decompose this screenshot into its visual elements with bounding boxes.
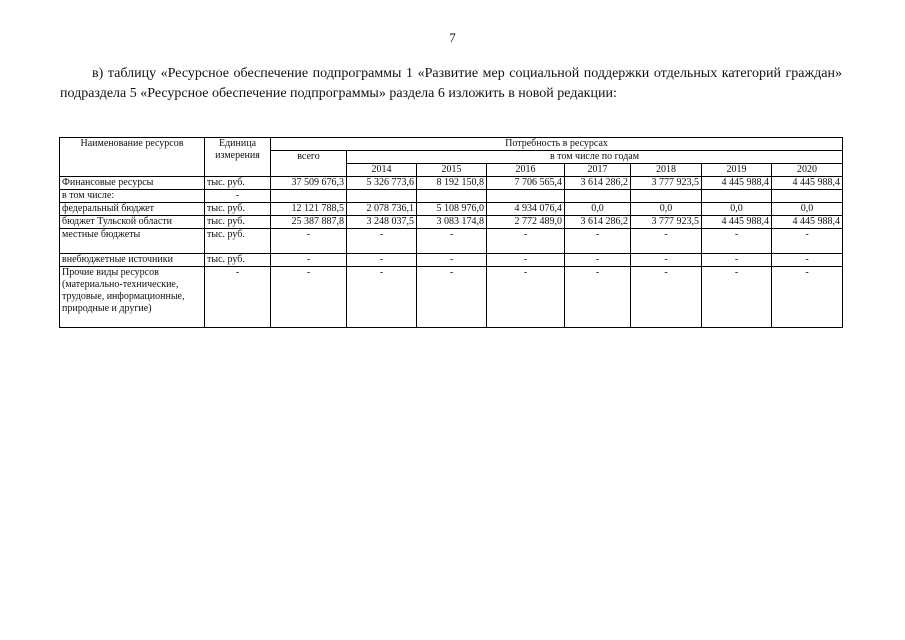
row-name: местные бюджеты <box>60 229 205 254</box>
row-value: 4 445 988,4 <box>702 177 772 190</box>
table-row <box>60 267 843 328</box>
header-year: 2017 <box>565 164 631 177</box>
row-total: - <box>271 267 347 328</box>
row-value: - <box>631 229 702 254</box>
row-value <box>487 190 565 203</box>
header-total: всего <box>271 151 347 177</box>
row-value: - <box>417 229 487 254</box>
row-value: 3 083 174,8 <box>417 216 487 229</box>
row-value: - <box>347 267 417 328</box>
resources-table <box>59 137 843 328</box>
row-value: - <box>487 267 565 328</box>
row-value: 5 326 773,6 <box>347 177 417 190</box>
table-row <box>60 254 843 267</box>
row-value: - <box>565 229 631 254</box>
row-name: в том числе: <box>60 190 205 203</box>
row-unit: тыс. руб. <box>205 203 271 216</box>
row-value: 4 445 988,4 <box>772 177 843 190</box>
row-value: 4 445 988,4 <box>702 216 772 229</box>
header-year: 2020 <box>772 164 843 177</box>
row-value <box>772 190 843 203</box>
header-year: 2015 <box>417 164 487 177</box>
header-unit: Единица измерения <box>205 138 271 177</box>
header-by-years: в том числе по годам <box>347 151 843 164</box>
table-row <box>60 190 843 203</box>
page-number: 7 <box>449 30 456 45</box>
intro-paragraph <box>60 64 842 104</box>
row-value: 4 445 988,4 <box>772 216 843 229</box>
row-value: - <box>702 254 772 267</box>
row-name: бюджет Тульской области <box>60 216 205 229</box>
row-value: - <box>772 229 843 254</box>
row-value: - <box>772 254 843 267</box>
row-unit: тыс. руб. <box>205 177 271 190</box>
row-value: 8 192 150,8 <box>417 177 487 190</box>
row-total: - <box>271 229 347 254</box>
row-value: - <box>631 254 702 267</box>
row-value: - <box>417 254 487 267</box>
row-unit: тыс. руб. <box>205 229 271 254</box>
row-value <box>417 190 487 203</box>
row-value: - <box>347 229 417 254</box>
row-total: 12 121 788,5 <box>271 203 347 216</box>
row-value: 3 777 923,5 <box>631 177 702 190</box>
table-row <box>60 229 843 254</box>
row-value: 3 248 037,5 <box>347 216 417 229</box>
header-year: 2016 <box>487 164 565 177</box>
row-value: 4 934 076,4 <box>487 203 565 216</box>
row-unit: - <box>205 267 271 328</box>
row-value <box>702 190 772 203</box>
row-value: 5 108 976,0 <box>417 203 487 216</box>
row-value: 0,0 <box>631 203 702 216</box>
row-value: - <box>487 229 565 254</box>
header-year: 2019 <box>702 164 772 177</box>
row-unit: тыс. руб. <box>205 216 271 229</box>
row-value: 2 078 736,1 <box>347 203 417 216</box>
table-row <box>60 216 843 229</box>
row-value: - <box>702 229 772 254</box>
table-row <box>60 203 843 216</box>
row-total <box>271 190 347 203</box>
header-resource-name: Наименование ресурсов <box>60 138 205 177</box>
row-value: - <box>702 267 772 328</box>
row-name: внебюджетные источники <box>60 254 205 267</box>
row-value: - <box>347 254 417 267</box>
row-value: 3 777 923,5 <box>631 216 702 229</box>
header-year: 2018 <box>631 164 702 177</box>
row-value: 0,0 <box>702 203 772 216</box>
row-value: - <box>417 267 487 328</box>
row-value: 3 614 286,2 <box>565 216 631 229</box>
row-value <box>631 190 702 203</box>
intro-text: в) таблицу «Ресурсное обеспечение подпрограммы 1 «Развитие мер социальной поддержки отдельных категорий граждан» подраздела 5 «Ресурсное обеспечение подпрограммы» раздела 6 изложить в новой редакции: <box>60 66 842 101</box>
row-unit: - <box>205 190 271 203</box>
row-value: - <box>631 267 702 328</box>
row-value: 0,0 <box>772 203 843 216</box>
row-name: Прочие виды ресурсов (материально-технические, трудовые, информационные, природные и другие) <box>60 267 205 328</box>
row-value <box>565 190 631 203</box>
row-value: - <box>565 254 631 267</box>
row-value: - <box>772 267 843 328</box>
row-name: Финансовые ресурсы <box>60 177 205 190</box>
row-value: 0,0 <box>565 203 631 216</box>
row-unit: тыс. руб. <box>205 254 271 267</box>
row-total: 37 509 676,3 <box>271 177 347 190</box>
row-total: 25 387 887,8 <box>271 216 347 229</box>
header-year: 2014 <box>347 164 417 177</box>
row-value: 7 706 565,4 <box>487 177 565 190</box>
row-value: 3 614 286,2 <box>565 177 631 190</box>
row-name: федеральный бюджет <box>60 203 205 216</box>
header-need: Потребность в ресурсах <box>271 138 843 151</box>
row-value: - <box>487 254 565 267</box>
row-value <box>347 190 417 203</box>
table-row <box>60 177 843 190</box>
row-total: - <box>271 254 347 267</box>
row-value: - <box>565 267 631 328</box>
row-value: 2 772 489,0 <box>487 216 565 229</box>
